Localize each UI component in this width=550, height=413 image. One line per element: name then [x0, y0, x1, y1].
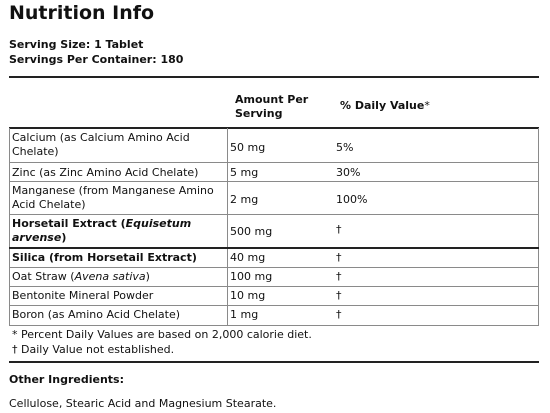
nutrient-name: Bentonite Mineral Powder: [12, 289, 154, 302]
nutrient-amount: 10 mg: [230, 289, 266, 302]
other-ingredients-heading: Other Ingredients:: [9, 373, 124, 386]
nutrient-amount: 1 mg: [230, 308, 259, 321]
header-amount-line2: Serving: [235, 107, 283, 120]
nutrient-name-prefix: Horsetail Extract (: [12, 217, 126, 230]
row-divider: [9, 181, 539, 182]
serving-size: Serving Size: 1 Tablet: [9, 38, 144, 51]
nutrient-name-italic: Avena sativa: [74, 270, 146, 283]
nutrient-name-italic: Equisetum arvense: [12, 217, 192, 244]
nutrient-daily-value: †: [336, 289, 342, 302]
row-divider: [9, 214, 539, 215]
nutrient-name: [12, 270, 224, 284]
nutrient-amount: 50 mg: [230, 141, 266, 154]
nutrient-daily-value: †: [336, 251, 342, 264]
nutrient-daily-value: 100%: [336, 193, 368, 206]
table-right-border: [538, 128, 539, 326]
table-left-border: [9, 128, 10, 326]
footnote-thick-rule: [9, 361, 539, 363]
nutrient-amount: 2 mg: [230, 193, 259, 206]
footnote-not-established: † Daily Value not established.: [12, 343, 175, 356]
row-divider: [9, 247, 539, 249]
header-daily-value-label: % Daily Value: [340, 99, 425, 112]
row-divider: [9, 162, 539, 163]
nutrient-amount: 5 mg: [230, 166, 259, 179]
table-bottom-rule: [9, 325, 539, 326]
nutrient-name: Boron (as Amino Acid Chelate): [12, 308, 181, 321]
footnote-percent: * Percent Daily Values are based on 2,000 calorie diet.: [12, 328, 312, 341]
nutrient-daily-value: 5%: [336, 141, 354, 154]
nutrient-name: [12, 217, 224, 245]
header-amount-line1: Amount Per: [235, 93, 309, 106]
nutrient-name: Zinc (as Zinc Amino Acid Chelate): [12, 166, 199, 179]
nutrient-name-suffix: ): [61, 231, 67, 244]
nutrient-name: Silica (from Horsetail Extract): [12, 251, 197, 264]
other-ingredients-text: Cellulose, Stearic Acid and Magnesium Stearate.: [9, 397, 277, 410]
nutrient-daily-value: †: [336, 308, 342, 321]
nutrient-name-suffix: ): [145, 270, 150, 283]
nutrient-name: Manganese (from Manganese Amino Acid Chelate): [12, 184, 214, 211]
nutrient-amount: 500 mg: [230, 225, 273, 238]
nutrient-amount: 40 mg: [230, 251, 266, 264]
header-daily-value: [340, 99, 430, 113]
nutrient-amount: 100 mg: [230, 270, 273, 283]
top-thick-rule: [9, 76, 539, 78]
nutrient-daily-value: †: [336, 270, 342, 283]
servings-per-container: Servings Per Container: 180: [9, 53, 184, 66]
nutrient-daily-value: †: [336, 223, 342, 236]
header-rule: [9, 127, 539, 129]
page-title: Nutrition Info: [9, 2, 155, 24]
nutrient-name-prefix: Oat Straw (: [12, 270, 75, 283]
header-amount-per-serving: [235, 93, 325, 121]
row-divider: [9, 267, 539, 268]
row-divider: [9, 286, 539, 287]
nutrient-daily-value: 30%: [336, 166, 361, 179]
nutrient-name: Calcium (as Calcium Amino Acid Chelate): [12, 131, 190, 158]
row-divider: [9, 305, 539, 306]
table-col-divider: [227, 128, 228, 326]
header-daily-value-mark: *: [424, 99, 430, 112]
